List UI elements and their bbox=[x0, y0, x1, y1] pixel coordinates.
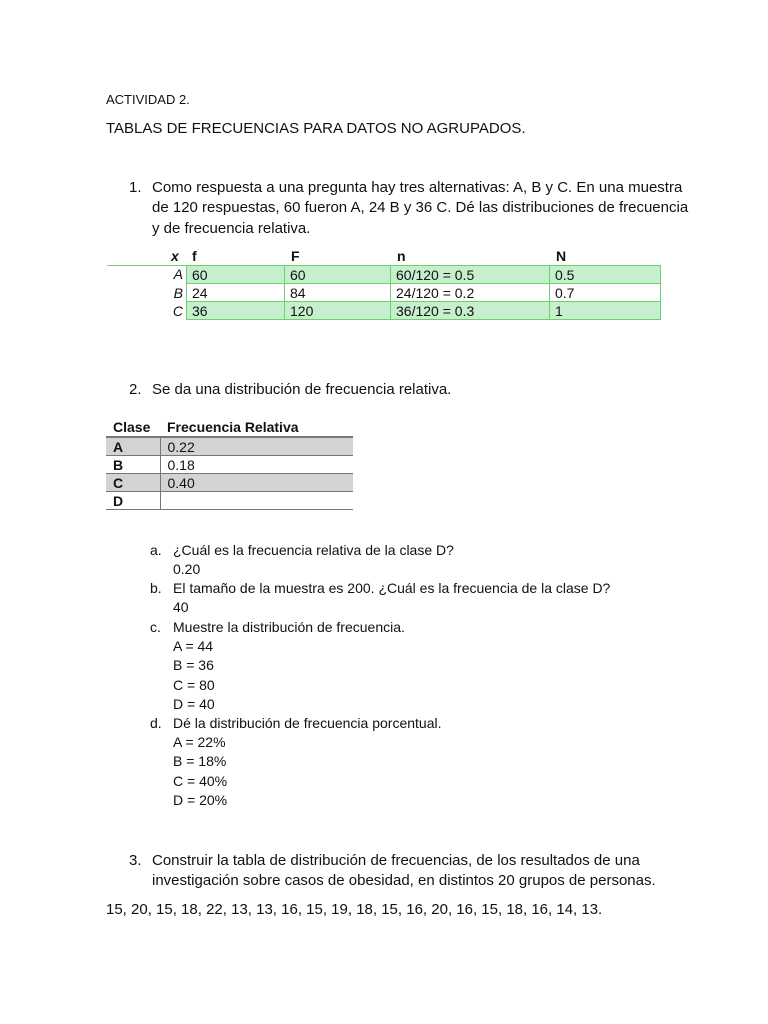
q1-text: Como respuesta a una pregunta hay tres alternativas: A, B y C. En una muestra de 120 respuestas, 60 fueron A, 24 B y 36 C. Dé las distribuciones de frecuencia y de frecuencia relativa. bbox=[152, 179, 689, 237]
t1-row-label-a: A bbox=[173, 266, 183, 282]
table-row bbox=[106, 437, 353, 456]
item-answer: A = 44 bbox=[173, 638, 214, 654]
t1-header-N: N bbox=[556, 248, 567, 264]
item-question: El tamaño de la muestra es 200. ¿Cuál es la frecuencia de la clase D? bbox=[173, 580, 611, 596]
item-answer: A = 22% bbox=[173, 734, 226, 750]
table-cell: 0.18 bbox=[160, 456, 353, 474]
table-cell: C bbox=[106, 474, 160, 492]
item-answer: B = 18% bbox=[173, 753, 227, 769]
item-answer: 0.20 bbox=[173, 561, 201, 577]
table-cell: 84 bbox=[285, 284, 391, 302]
item-question: Muestre la distribución de frecuencia. bbox=[173, 619, 405, 635]
table-header-cell: Frecuencia Relativa bbox=[160, 418, 353, 437]
table-cell: 120 bbox=[285, 302, 391, 320]
table-cell: D bbox=[106, 492, 160, 510]
item-letter: c. bbox=[150, 619, 161, 635]
item-letter: b. bbox=[150, 580, 162, 596]
q3-data: 15, 20, 15, 18, 22, 13, 13, 16, 15, 19, 18, 15, 16, 20, 16, 15, 18, 16, 14, 13. bbox=[106, 901, 603, 918]
table-cell: 0.7 bbox=[550, 284, 661, 302]
table-cell: 36 bbox=[187, 302, 285, 320]
table-cell: 36/120 = 0.3 bbox=[391, 302, 550, 320]
table-cell bbox=[160, 492, 353, 510]
table-row bbox=[187, 266, 661, 284]
item-answer: C = 80 bbox=[173, 677, 215, 693]
q3-text: Construir la tabla de distribución de frecuencias, de los resultados de una investigación sobre casos de obesidad, en distintos 20 grupos de personas. bbox=[152, 852, 656, 889]
table-cell: 1 bbox=[550, 302, 661, 320]
t1-row-label-b: B bbox=[173, 285, 183, 301]
item-answer: D = 20% bbox=[173, 792, 228, 808]
table-cell: 24 bbox=[187, 284, 285, 302]
t1-header-f: f bbox=[192, 248, 197, 264]
table-header-cell: Clase bbox=[106, 418, 160, 437]
table-row bbox=[106, 474, 353, 492]
table-cell: 60/120 = 0.5 bbox=[391, 266, 550, 284]
table-cell: A bbox=[106, 437, 160, 456]
table-cell: 0.40 bbox=[160, 474, 353, 492]
table-cell: B bbox=[106, 456, 160, 474]
t1-header-x: x bbox=[171, 248, 179, 264]
table-cell: 60 bbox=[285, 266, 391, 284]
table-row bbox=[187, 284, 661, 302]
item-answer: B = 36 bbox=[173, 657, 214, 673]
t1-header-n: n bbox=[397, 248, 406, 264]
table-row bbox=[187, 302, 661, 320]
t1-header-F: F bbox=[291, 248, 300, 264]
table-cell: 0.22 bbox=[160, 437, 353, 456]
table-header-row bbox=[106, 418, 353, 437]
q2-number: 2. bbox=[129, 381, 142, 398]
table-cell: 24/120 = 0.2 bbox=[391, 284, 550, 302]
table-row bbox=[106, 456, 353, 474]
q1-number: 1. bbox=[129, 179, 142, 196]
table-cell: 0.5 bbox=[550, 266, 661, 284]
relative-frequency-table bbox=[106, 418, 353, 510]
page-title: TABLAS DE FRECUENCIAS PARA DATOS NO AGRUPADOS. bbox=[106, 120, 526, 137]
item-answer: 40 bbox=[173, 599, 189, 615]
activity-label: ACTIVIDAD 2. bbox=[106, 92, 190, 107]
q2-text: Se da una distribución de frecuencia relativa. bbox=[152, 381, 452, 398]
t1-row-label-c: C bbox=[172, 303, 183, 319]
item-question: ¿Cuál es la frecuencia relativa de la clase D? bbox=[173, 542, 454, 558]
item-letter: d. bbox=[150, 715, 162, 731]
item-question: Dé la distribución de frecuencia porcentual. bbox=[173, 715, 442, 731]
table-row bbox=[106, 492, 353, 510]
frequency-table bbox=[186, 265, 661, 320]
item-answer: D = 40 bbox=[173, 696, 215, 712]
q3-number: 3. bbox=[129, 852, 142, 869]
item-answer: C = 40% bbox=[173, 773, 228, 789]
table-cell: 60 bbox=[187, 266, 285, 284]
item-letter: a. bbox=[150, 542, 162, 558]
